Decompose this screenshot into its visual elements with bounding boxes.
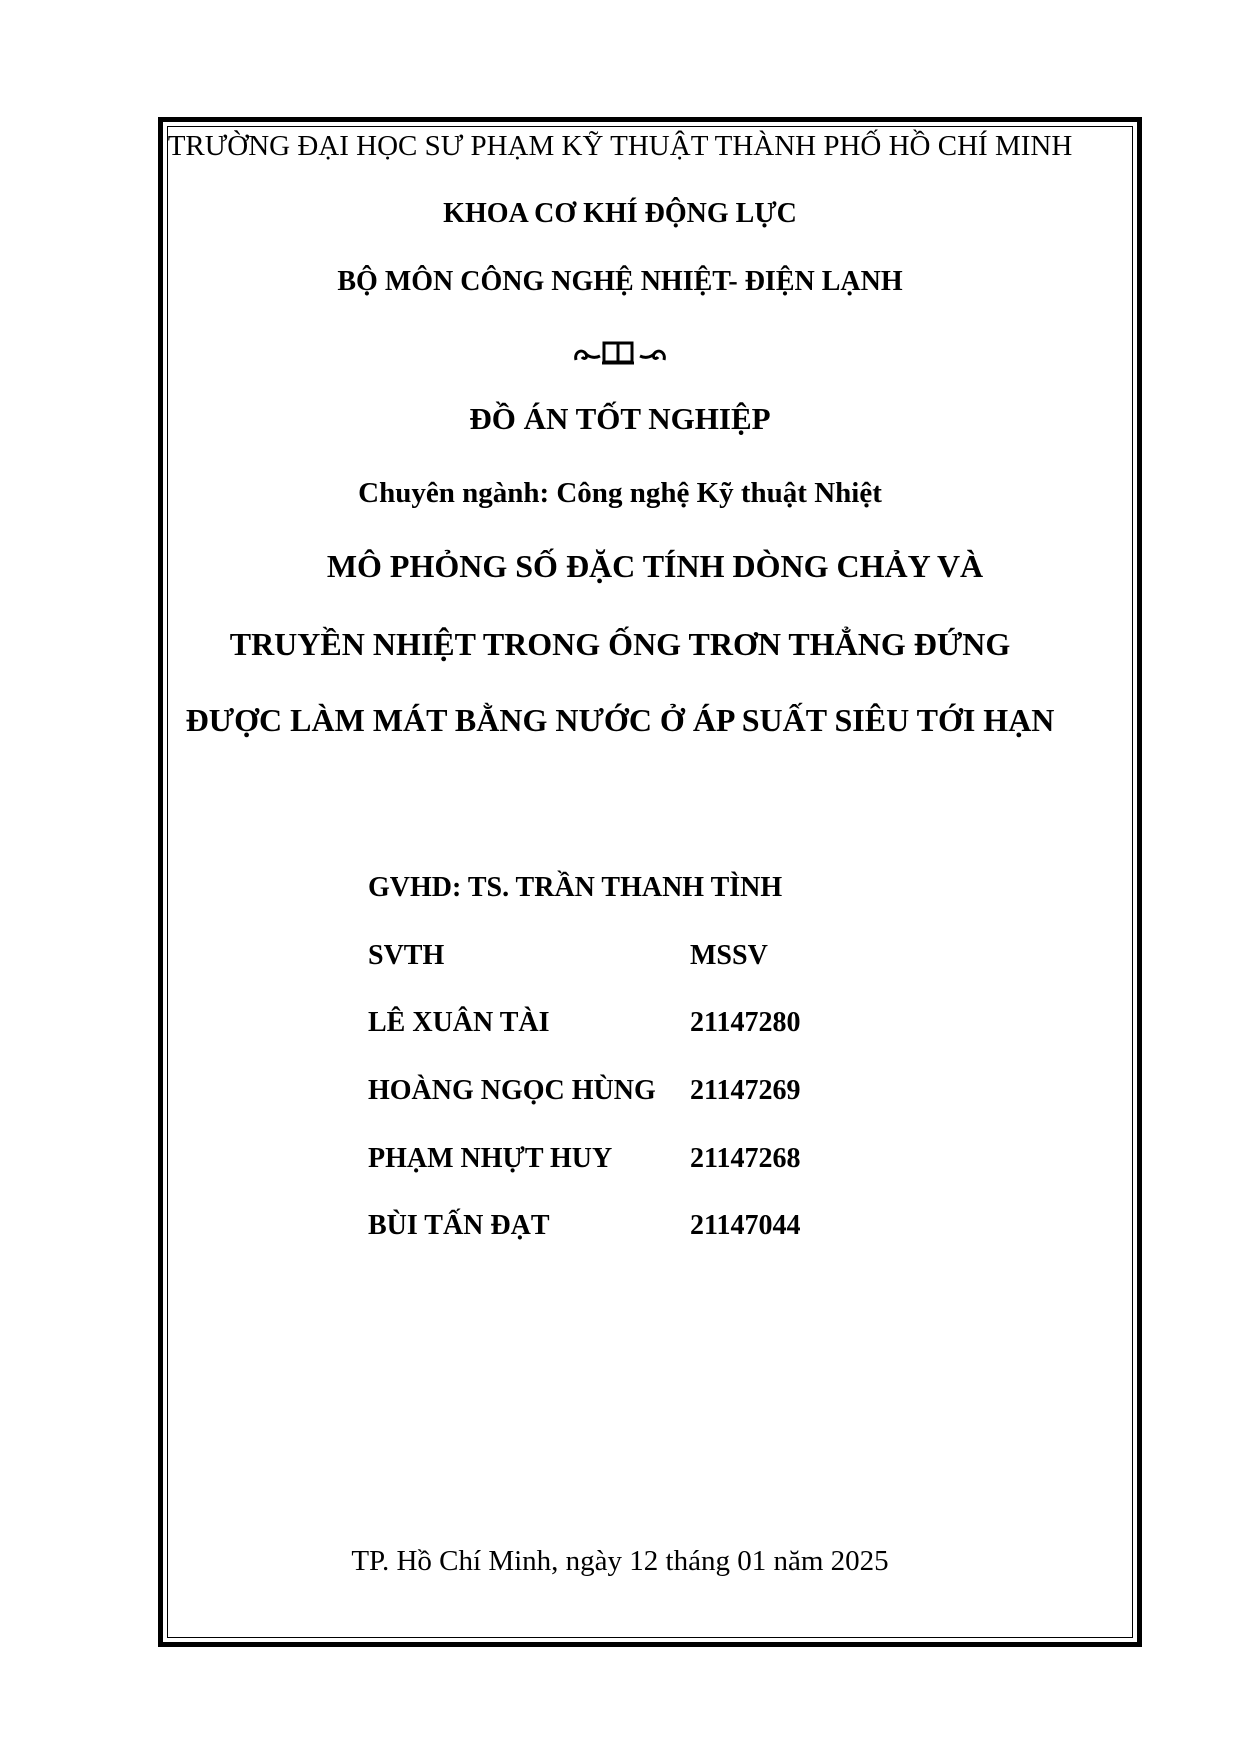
advisor: GVHD: TS. TRẦN THANH TÌNH: [368, 872, 783, 903]
university-name: TRƯỜNG ĐẠI HỌC SƯ PHẠM KỸ THUẬT THÀNH PHỐ HỒ CHÍ MINH: [167, 130, 1073, 162]
faculty-name: KHOA CƠ KHÍ ĐỘNG LỰC: [443, 198, 797, 229]
student-id: 21147044: [690, 1210, 801, 1241]
student-name: HOÀNG NGỌC HÙNG: [368, 1075, 656, 1106]
department-name: BỘ MÔN CÔNG NGHỆ NHIỆT- ĐIỆN LẠNH: [337, 266, 903, 297]
thesis-title-line-3: ĐƯỢC LÀM MÁT BẰNG NƯỚC Ở ÁP SUẤT SIÊU TỚI HẠN: [185, 702, 1055, 738]
date-line: TP. Hồ Chí Minh, ngày 12 tháng 01 năm 2025: [351, 1545, 889, 1577]
student-id: 21147280: [690, 1007, 801, 1038]
thesis-title-line-1: MÔ PHỎNG SỐ ĐẶC TÍNH DÒNG CHẢY VÀ: [326, 548, 984, 584]
students-header-id: MSSV: [690, 940, 768, 971]
student-name: LÊ XUÂN TÀI: [368, 1007, 550, 1038]
document-type: ĐỒ ÁN TỐT NGHIỆP: [469, 401, 771, 436]
students-header-name: SVTH: [368, 940, 445, 971]
student-name: BÙI TẤN ĐẠT: [368, 1210, 550, 1241]
thesis-title-line-2: TRUYỀN NHIỆT TRONG ỐNG TRƠN THẲNG ĐỨNG: [229, 626, 1011, 662]
student-id: 21147268: [690, 1143, 801, 1174]
student-name: PHẠM NHỰT HUY: [368, 1143, 613, 1174]
student-id: 21147269: [690, 1075, 801, 1106]
major: Chuyên ngành: Công nghệ Kỹ thuật Nhiệt: [358, 477, 882, 509]
book-ornament-icon: [0, 340, 1240, 371]
